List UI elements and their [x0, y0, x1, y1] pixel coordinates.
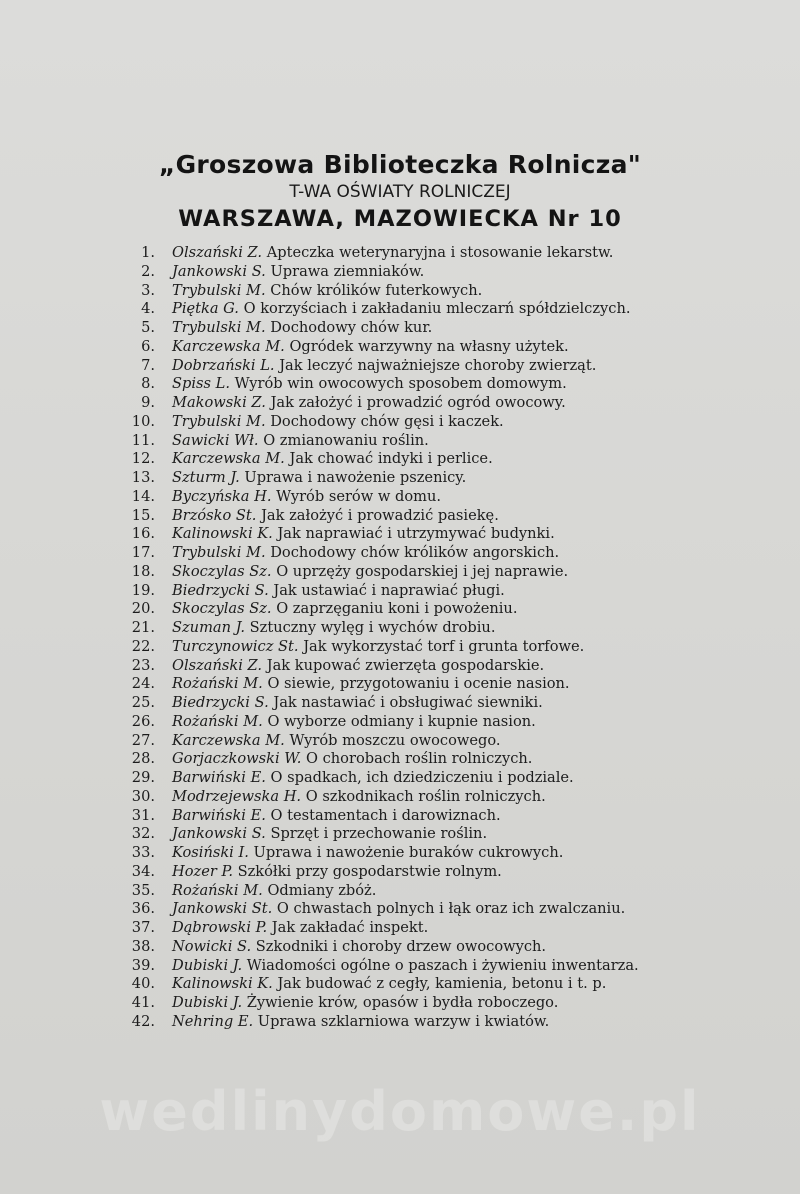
- series-title: „Groszowa Biblioteczka Rolnicza": [158, 150, 642, 179]
- item-text: [172, 788, 546, 807]
- list-item: [0, 338, 800, 357]
- item-author: Szuman J.: [172, 619, 246, 636]
- item-number: 13.: [131, 469, 155, 486]
- item-title: O zmianowaniu roślin.: [263, 431, 429, 449]
- item-author: Olszański Z.: [172, 656, 263, 674]
- item-text: [172, 675, 570, 694]
- item-title: O korzyściach i zakładaniu mleczarń spółdzielczych.: [243, 300, 631, 318]
- item-number: 30.: [131, 787, 155, 805]
- item-author: Sawicki Wł.: [172, 431, 259, 449]
- item-text: [172, 713, 536, 732]
- item-author: Trybulski M.: [172, 319, 266, 336]
- item-text: [172, 882, 376, 901]
- item-text: [172, 582, 505, 601]
- item-author: Trybulski M.: [172, 412, 266, 430]
- item-title: Chów królików futerkowych.: [270, 281, 483, 299]
- list-item: [0, 975, 800, 994]
- item-author: Spiss L.: [172, 375, 230, 393]
- item-author: Piętka G.: [172, 300, 239, 318]
- item-title: Jak założyć i prowadzić ogród owocowy.: [270, 394, 566, 411]
- item-title: Wyrób win owocowych sposobem domowym.: [234, 375, 567, 393]
- list-item: [0, 919, 800, 938]
- item-text: [172, 975, 606, 994]
- item-title: O szkodnikach roślin rolniczych.: [305, 787, 546, 805]
- item-author: Barwiński E.: [172, 769, 266, 786]
- item-title: Jak nastawiać i obsługiwać siewniki.: [273, 694, 543, 711]
- item-number: 18.: [131, 562, 155, 580]
- item-title: Dochodowy chów gęsi i kaczek.: [270, 412, 504, 430]
- item-text: [172, 863, 502, 882]
- item-number: 8.: [141, 375, 155, 393]
- list-item: [0, 600, 800, 619]
- item-author: Jankowski S.: [172, 825, 266, 843]
- item-number: 14.: [131, 487, 155, 505]
- item-author: Olszański Z.: [172, 244, 263, 261]
- item-text: [172, 319, 432, 338]
- item-title: Żywienie krów, opasów i bydła roboczego.: [246, 994, 559, 1011]
- item-number: 7.: [141, 356, 155, 374]
- item-author: Kalinowski K.: [172, 975, 273, 993]
- list-item: [0, 319, 800, 338]
- list-item: [0, 769, 800, 788]
- list-item: [0, 375, 800, 394]
- list-item: [0, 825, 800, 844]
- list-item: [0, 450, 800, 469]
- item-number: 24.: [131, 675, 155, 693]
- watermark: wedlinydomowe.pl: [99, 1080, 701, 1143]
- list-item: [0, 675, 800, 694]
- list-item: [0, 994, 800, 1013]
- item-title: Uprawa szklarniowa warzyw i kwiatów.: [257, 1012, 550, 1030]
- item-text: [172, 807, 501, 826]
- list-item: [0, 544, 800, 563]
- item-text: [172, 750, 532, 769]
- book-list: [0, 244, 800, 1032]
- list-item: [0, 432, 800, 451]
- item-number: 41.: [131, 994, 155, 1011]
- item-author: Biedrzycki S.: [172, 694, 269, 711]
- list-item: [0, 900, 800, 919]
- item-text: [172, 919, 428, 938]
- item-number: 20.: [131, 600, 155, 618]
- item-title: O chwastach polnych i łąk oraz ich zwalczaniu.: [276, 900, 626, 918]
- list-item: [0, 732, 800, 751]
- item-number: 19.: [131, 581, 155, 599]
- item-author: Rożański M.: [172, 712, 263, 730]
- publisher-name: T-WA OŚWIATY ROLNICZEJ: [289, 182, 511, 202]
- item-author: Skoczylas Sz.: [172, 600, 272, 618]
- item-text: [172, 825, 487, 844]
- item-author: Dubiski J.: [172, 994, 243, 1011]
- item-text: [172, 732, 501, 751]
- item-number: 15.: [131, 506, 155, 524]
- item-author: Barwiński E.: [172, 806, 266, 824]
- list-item: [0, 394, 800, 413]
- item-text: [172, 657, 544, 676]
- item-author: Karczewska M.: [172, 731, 285, 749]
- item-text: [172, 432, 429, 451]
- list-item: [0, 413, 800, 432]
- list-item: [0, 507, 800, 526]
- item-title: Sprzęt i przechowanie roślin.: [270, 825, 488, 843]
- item-number: 23.: [131, 656, 155, 674]
- list-item: [0, 657, 800, 676]
- item-number: 37.: [131, 919, 155, 936]
- item-author: Dubiski J.: [172, 956, 243, 974]
- item-text: [172, 413, 504, 432]
- item-title: Ogródek warzywny na własny użytek.: [289, 337, 569, 355]
- item-number: 26.: [131, 712, 155, 730]
- item-title: Jak założyć i prowadzić pasiekę.: [261, 506, 499, 524]
- item-title: O wyborze odmiany i kupnie nasion.: [267, 712, 536, 730]
- item-text: [172, 844, 563, 863]
- item-title: Wiadomości ogólne o paszach i żywieniu inwentarza.: [246, 956, 639, 974]
- list-item: [0, 469, 800, 488]
- item-title: Jak wykorzystać torf i grunta torfowe.: [303, 637, 585, 655]
- item-number: 1.: [141, 244, 155, 261]
- list-item: [0, 713, 800, 732]
- item-number: 5.: [141, 319, 155, 336]
- item-author: Modrzejewska H.: [172, 787, 302, 805]
- item-number: 4.: [141, 300, 155, 318]
- item-text: [172, 300, 631, 319]
- item-title: O chorobach roślin rolniczych.: [306, 750, 533, 768]
- item-text: [172, 375, 567, 394]
- item-text: [172, 263, 424, 282]
- list-item: [0, 844, 800, 863]
- item-text: [172, 488, 441, 507]
- item-author: Karczewska M.: [172, 450, 285, 468]
- list-item: [0, 263, 800, 282]
- item-text: [172, 282, 482, 301]
- item-number: 2.: [141, 262, 155, 280]
- item-author: Jankowski St.: [172, 900, 273, 918]
- item-number: 22.: [131, 637, 155, 655]
- list-item: [0, 525, 800, 544]
- item-number: 31.: [131, 806, 155, 824]
- item-author: Dąbrowski P.: [172, 919, 268, 936]
- item-title: Jak budować z cegły, kamienia, betonu i t. p.: [277, 975, 607, 993]
- item-number: 40.: [131, 975, 155, 993]
- item-author: Trybulski M.: [172, 281, 266, 299]
- item-title: Dochodowy chów królików angorskich.: [270, 544, 560, 561]
- item-author: Nowicki S.: [172, 937, 252, 955]
- item-text: [172, 394, 566, 413]
- item-text: [172, 1013, 549, 1032]
- item-number: 25.: [131, 694, 155, 711]
- item-text: [172, 544, 559, 563]
- item-title: Dochodowy chów kur.: [270, 319, 433, 336]
- item-title: Apteczka weterynaryjna i stosowanie lekarstw.: [266, 244, 614, 261]
- item-author: Skoczylas Sz.: [172, 562, 272, 580]
- item-text: [172, 469, 466, 488]
- list-item: [0, 882, 800, 901]
- item-number: 36.: [131, 900, 155, 918]
- item-title: O siewie, przygotowaniu i ocenie nasion.: [267, 675, 570, 693]
- item-title: O zaprzęganiu koni i powożeniu.: [276, 600, 518, 618]
- item-author: Kosiński I.: [172, 844, 249, 861]
- item-title: Szkodniki i choroby drzew owocowych.: [255, 937, 547, 955]
- item-text: [172, 769, 574, 788]
- item-number: 33.: [131, 844, 155, 861]
- item-author: Rożański M.: [172, 675, 263, 693]
- item-title: Wyrób moszczu owocowego.: [289, 731, 501, 749]
- item-text: [172, 450, 493, 469]
- list-item: [0, 563, 800, 582]
- item-number: 11.: [131, 431, 155, 449]
- item-title: Jak ustawiać i naprawiać pługi.: [273, 581, 505, 599]
- item-title: Jak chować indyki i perlice.: [289, 450, 493, 468]
- item-text: [172, 938, 546, 957]
- list-item: [0, 357, 800, 376]
- item-number: 3.: [141, 281, 155, 299]
- item-number: 27.: [131, 731, 155, 749]
- item-text: [172, 619, 495, 638]
- item-title: Jak leczyć najważniejsze choroby zwierząt.: [279, 356, 597, 374]
- item-title: Uprawa ziemniaków.: [270, 262, 425, 280]
- item-title: Szkółki przy gospodarstwie rolnym.: [237, 862, 502, 880]
- list-item: [0, 1013, 800, 1032]
- item-text: [172, 507, 499, 526]
- item-number: 42.: [131, 1012, 155, 1030]
- item-title: Jak naprawiać i utrzymywać budynki.: [277, 525, 555, 543]
- item-text: [172, 694, 543, 713]
- item-number: 28.: [131, 750, 155, 768]
- list-item: [0, 788, 800, 807]
- item-author: Turczynowicz St.: [172, 637, 299, 655]
- list-item: [0, 863, 800, 882]
- item-title: Odmiany zbóż.: [267, 881, 377, 899]
- item-author: Kalinowski K.: [172, 525, 273, 543]
- item-title: Jak kupować zwierzęta gospodarskie.: [266, 656, 545, 674]
- item-title: Jak zakładać inspekt.: [271, 919, 429, 936]
- item-author: Karczewska M.: [172, 337, 285, 355]
- item-number: 32.: [131, 825, 155, 843]
- item-number: 9.: [141, 394, 155, 411]
- list-item: [0, 282, 800, 301]
- item-number: 34.: [131, 862, 155, 880]
- item-number: 21.: [131, 619, 155, 636]
- item-title: Sztuczny wylęg i wychów drobiu.: [249, 619, 496, 636]
- item-text: [172, 563, 568, 582]
- item-title: Uprawa i nawożenie buraków cukrowych.: [253, 844, 564, 861]
- item-author: Jankowski S.: [172, 262, 266, 280]
- list-item: [0, 957, 800, 976]
- item-text: [172, 600, 517, 619]
- list-item: [0, 694, 800, 713]
- item-author: Makowski Z.: [172, 394, 266, 411]
- item-author: Hozer P.: [172, 862, 233, 880]
- item-number: 39.: [131, 956, 155, 974]
- item-text: [172, 900, 625, 919]
- publisher-address: WARSZAWA, MAZOWIECKA Nr 10: [178, 206, 622, 232]
- item-text: [172, 994, 558, 1013]
- item-text: [172, 244, 613, 263]
- item-author: Trybulski M.: [172, 544, 266, 561]
- item-text: [172, 638, 584, 657]
- item-number: 10.: [131, 412, 155, 430]
- item-text: [172, 957, 639, 976]
- header: [0, 150, 800, 233]
- item-number: 29.: [131, 769, 155, 786]
- list-item: [0, 750, 800, 769]
- item-title: O spadkach, ich dziedziczeniu i podziale.: [270, 769, 574, 786]
- item-text: [172, 338, 569, 357]
- item-number: 16.: [131, 525, 155, 543]
- item-number: 6.: [141, 337, 155, 355]
- item-number: 35.: [131, 881, 155, 899]
- item-number: 38.: [131, 937, 155, 955]
- item-author: Biedrzycki S.: [172, 581, 269, 599]
- item-title: Uprawa i nawożenie pszenicy.: [244, 469, 467, 486]
- item-title: Wyrób serów w domu.: [276, 487, 441, 505]
- list-item: [0, 582, 800, 601]
- list-item: [0, 807, 800, 826]
- list-item: [0, 619, 800, 638]
- item-text: [172, 357, 596, 376]
- list-item: [0, 300, 800, 319]
- item-text: [172, 525, 555, 544]
- item-author: Gorjaczkowski W.: [172, 750, 302, 768]
- item-author: Dobrzański L.: [172, 356, 275, 374]
- item-title: O uprzęży gospodarskiej i jej naprawie.: [276, 562, 569, 580]
- list-item: [0, 938, 800, 957]
- item-author: Brzósko St.: [172, 506, 257, 524]
- item-author: Szturm J.: [172, 469, 240, 486]
- item-author: Rożański M.: [172, 881, 263, 899]
- item-title: O testamentach i darowiznach.: [270, 806, 501, 824]
- item-author: Nehring E.: [172, 1012, 254, 1030]
- list-item: [0, 488, 800, 507]
- list-item: [0, 244, 800, 263]
- item-author: Byczyńska H.: [172, 487, 272, 505]
- list-item: [0, 638, 800, 657]
- item-number: 17.: [131, 544, 155, 561]
- item-number: 12.: [131, 450, 155, 468]
